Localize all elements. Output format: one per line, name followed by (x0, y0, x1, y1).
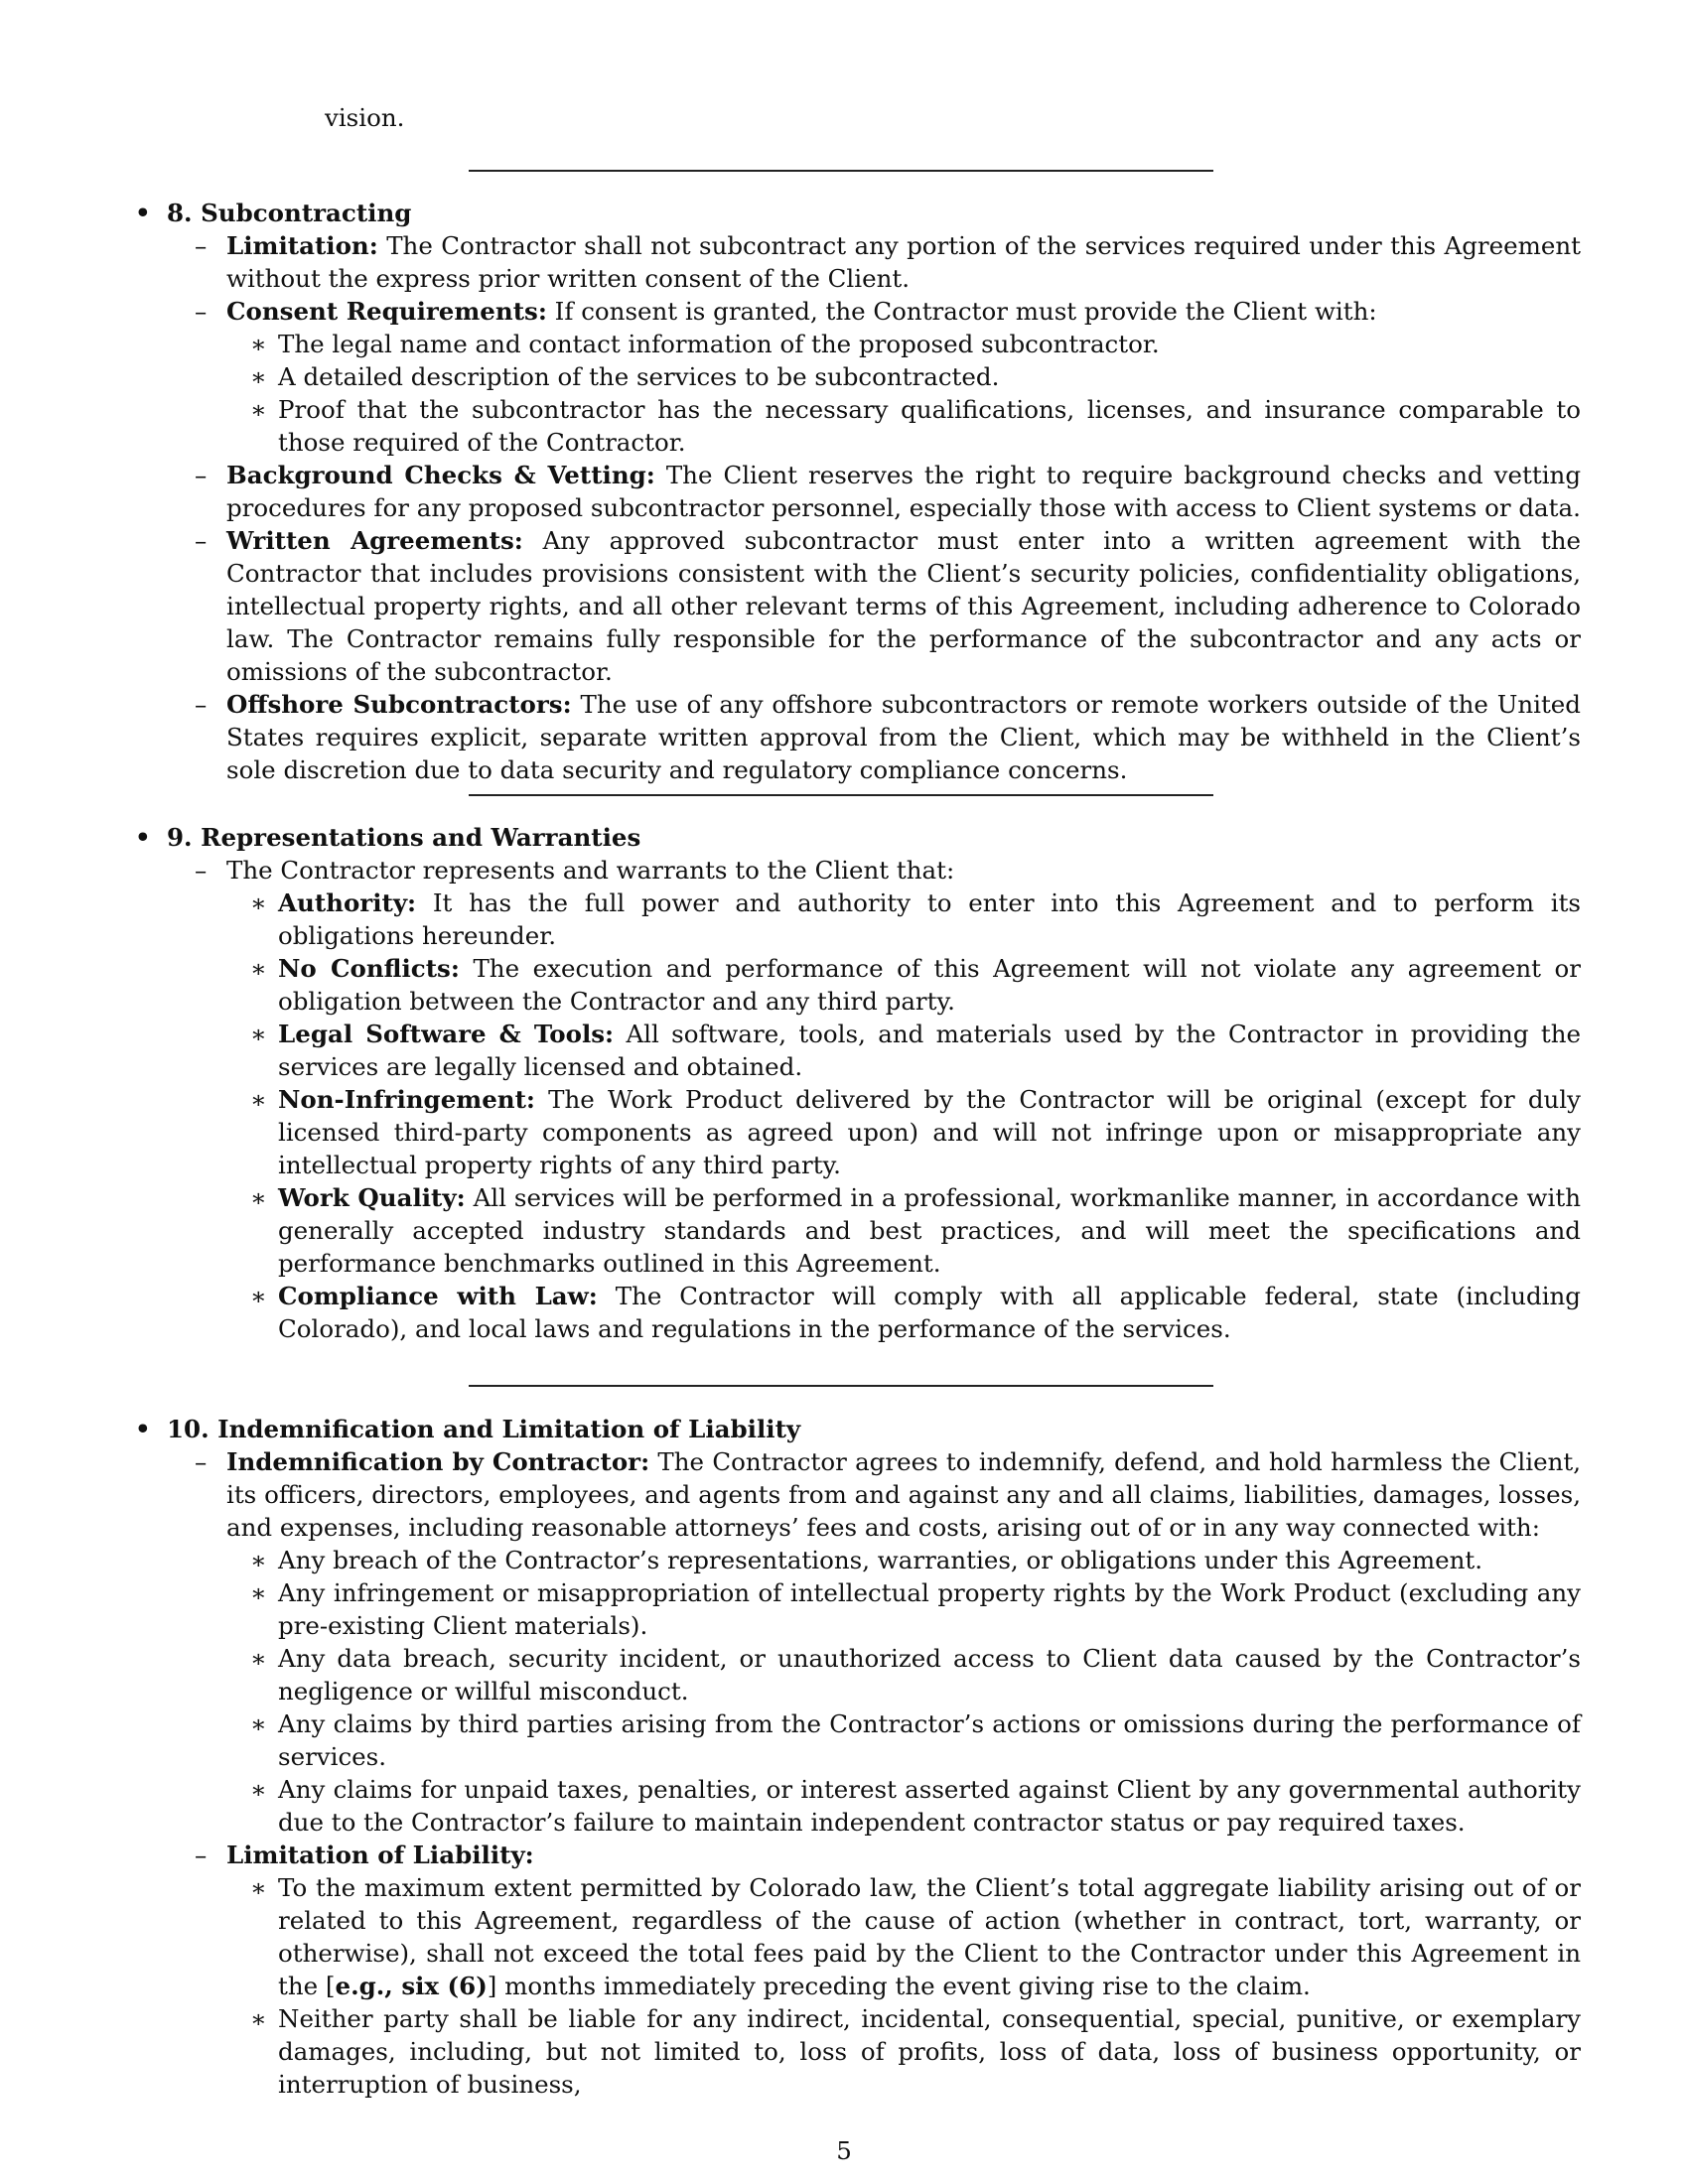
clause-label: Offshore Subcontractors: (226, 690, 572, 719)
clause-label: Indemnification by Contractor: (226, 1447, 650, 1476)
section-title: 10. Indemnification and Limitation of Liability (167, 1415, 801, 1443)
clause-written-agreements: – Written Agreements: Any approved subcontractor must enter into a written agreement with the Contractor that includes provisions consistent with the Client’s security policies, confidentiality obligations, intellectual property rights, and all other relevant terms of this Agreement, including adherence to Colorado law. The Contractor remains fully responsible for the performance of the subcontractor and any acts or omissions of the subcontractor. (195, 526, 1581, 686)
list-item: ∗ The legal name and contact information of the proposed subcontractor. (250, 330, 1160, 358)
clause-text: Any approved subcontractor must enter into a written agreement with the Contractor that includes provisions consistent with the Client’s security policies, confidentiality obligations, intellectual property rights, and all other relevant terms of this Agreement, including adherence to Colorado law. The Contractor remains fully responsible for the performance of the subcontractor and any acts or omissions of the subcontractor. (226, 526, 1581, 686)
bullet: • (135, 823, 151, 852)
bullet: • (135, 199, 151, 227)
list-item: ∗ Neither party shall be liable for any indirect, incidental, consequential, special, punitive, or exemplary damages, including, but not limited to, loss of profits, loss of data, loss of business opportunity, or interruption of business, (250, 2004, 1581, 2099)
clause-text: If consent is granted, the Contractor must provide the Client with: (554, 297, 1377, 326)
list-item: ∗ Any data breach, security incident, or unauthorized access to Client data caused by the Contractor’s negligence or willful misconduct. (250, 1644, 1581, 1706)
list-item: ∗ Any claims for unpaid taxes, penalties, or interest asserted against Client by any governmental authority due to the Contractor’s failure to maintain independent contractor status or pay required taxes. (250, 1775, 1581, 1837)
section-10-indemnification (0, 1413, 1688, 2101)
list-item: ∗ Any infringement or misappropriation of intellectual property rights by the Work Product (excluding any pre-existing Client materials). (250, 1578, 1581, 1640)
clause-limitation: – Limitation: The Contractor shall not subcontract any portion of the services required under this Agreement without the express prior written consent of the Client. (195, 231, 1581, 293)
clause-consent-requirements: – Consent Requirements: If consent is granted, the Contractor must provide the Client with: (195, 297, 1377, 326)
list-item: ∗ Proof that the subcontractor has the necessary qualifications, licenses, and insurance comparable to those required of the Contractor. (250, 395, 1581, 457)
clause-background-checks: – Background Checks & Vetting: The Client reserves the right to require background checks and vetting procedures for any proposed subcontractor personnel, especially those with access to Client systems or data. (195, 461, 1581, 522)
clause-limitation-of-liability: – Limitation of Liability: (195, 1841, 534, 1869)
clause-label: Limitation: (226, 231, 378, 260)
warranty-authority: ∗ Authority: It has the full power and authority to enter into this Agreement and to perform its obligations hereunder. (250, 888, 1581, 950)
clause-label: Consent Requirements: (226, 297, 547, 326)
warranty-non-infringement: ∗ Non-Infringement: The Work Product delivered by the Contractor will be original (except for duly licensed third-party components as agreed upon) and will not infringe upon or misappropriate any intellectual property rights of any third party. (250, 1085, 1581, 1179)
list-item: ∗ Any claims by third parties arising from the Contractor’s actions or omissions during the performance of services. (250, 1709, 1581, 1771)
clause-label: Written Agreements: (226, 526, 523, 555)
clause-text: The Contractor agrees to indemnify, defend, and hold harmless the Client, its officers, directors, employees, and agents from and against any and all claims, liabilities, damages, losses, and expenses, including reasonable attorneys’ fees and costs, arising out of or in any way connected with: (226, 1447, 1581, 1542)
section-divider (469, 1385, 1213, 1387)
clause-text: The Contractor represents and warrants to the Client that: (226, 856, 955, 885)
clause-text: The Contractor shall not subcontract any portion of the services required under this Agreement without the express prior written consent of the Client. (226, 231, 1581, 293)
list-item: ∗ Any breach of the Contractor’s representations, warranties, or obligations under this Agreement. (250, 1546, 1483, 1574)
section-title: 9. Representations and Warranties (167, 823, 641, 852)
clause-intro: – The Contractor represents and warrants to the Client that: (195, 856, 955, 885)
page-number: 5 (836, 2136, 852, 2165)
section-8-subcontracting (0, 197, 1688, 786)
clause-text: The use of any offshore subcontractors or remote workers outside of the United States requires explicit, separate written approval from the Client, which may be withheld in the Client’s sole discretion due to data security and regulatory compliance concerns. (226, 690, 1581, 784)
section-divider (469, 170, 1213, 172)
clause-indemnification: – Indemnification by Contractor: The Contractor agrees to indemnify, defend, and hold harmless the Client, its officers, directors, employees, and agents from and against any and all claims, liabilities, damages, losses, and expenses, including reasonable attorneys’ fees and costs, arising out of or in any way connected with: (195, 1447, 1581, 1542)
clause-label: Limitation of Liability: (226, 1841, 534, 1869)
bullet: • (135, 1415, 151, 1443)
list-item: ∗ To the maximum extent permitted by Colorado law, the Client’s total aggregate liability arising out of or related to this Agreement, regardless of the cause of action (whether in contract, tort, warranty, or otherwise), shall not exceed the total fees paid by the Client to the Contractor under this Agreement in the [e.g., six (6)] months immediately preceding the event giving rise to the claim. (250, 1873, 1581, 2000)
section-divider (469, 794, 1213, 796)
warranty-no-conflicts: ∗ No Conflicts: The execution and performance of this Agreement will not violate any agreement or obligation between the Contractor and any third party. (250, 954, 1581, 1016)
warranty-legal-software: ∗ Legal Software & Tools: All software, tools, and materials used by the Contractor in providing the services are legally licensed and obtained. (250, 1020, 1581, 1081)
continued-text: vision. (325, 103, 405, 132)
section-9-representations (0, 821, 1688, 1345)
warranty-compliance: ∗ Compliance with Law: The Contractor will comply with all applicable federal, state (including Colorado), and local laws and regulations in the performance of the services. (250, 1282, 1581, 1343)
list-item: ∗ A detailed description of the services to be subcontracted. (250, 362, 1000, 391)
warranty-work-quality: ∗ Work Quality: All services will be performed in a professional, workmanlike manner, in accordance with generally accepted industry standards and best practices, and will meet the specifications and performance benchmarks outlined in this Agreement. (250, 1183, 1581, 1278)
clause-offshore-subcontractors: – Offshore Subcontractors: The use of any offshore subcontractors or remote workers outside of the United States requires explicit, separate written approval from the Client, which may be withheld in the Client’s sole discretion due to data security and regulatory compliance concerns. (195, 690, 1581, 784)
clause-text: The Client reserves the right to require background checks and vetting procedures for any proposed subcontractor personnel, especially those with access to Client systems or data. (226, 461, 1581, 522)
clause-label: Background Checks & Vetting: (226, 461, 655, 489)
section-title: 8. Subcontracting (167, 199, 412, 227)
